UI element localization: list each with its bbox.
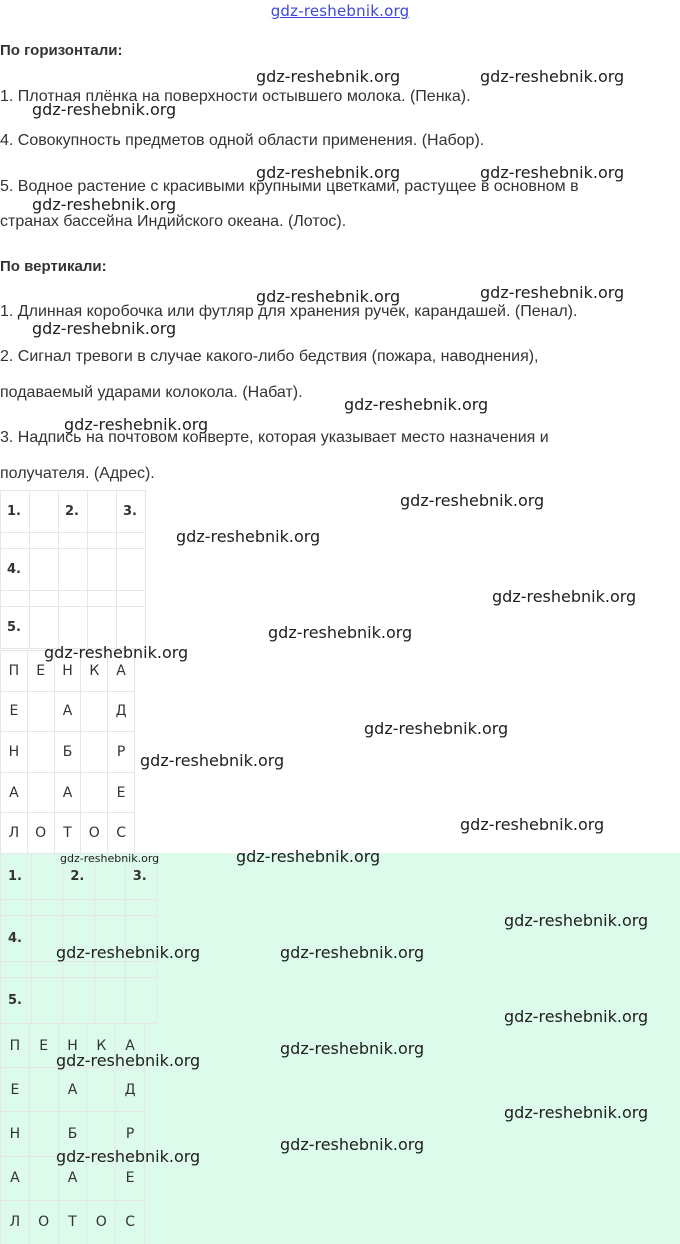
vertical-clue-1: 1. Длинная коробочка или футляр для хранения ручек, карандашей. (Пенал).	[0, 303, 578, 320]
grid-number-1: 1.	[1, 854, 32, 900]
watermark: gdz-reshebnik.org	[280, 943, 425, 962]
watermark: gdz-reshebnik.org	[400, 491, 545, 510]
watermark: gdz-reshebnik.org	[56, 943, 201, 962]
watermark: gdz-reshebnik.org	[56, 1051, 201, 1070]
answer-row: Е А Д	[1, 691, 135, 732]
vertical-heading: По вертикали:	[0, 258, 107, 275]
crossword-empty-grid	[0, 490, 146, 649]
horizontal-clue-5-continued: странах бассейна Индийского океана. (Лотос).	[0, 213, 347, 230]
vertical-clue-2-continued: подаваемый ударами колокола. (Набат).	[0, 384, 303, 401]
watermark: gdz-reshebnik.org	[480, 283, 625, 302]
answer-row: Л О Т О С	[1, 813, 135, 854]
crossword-answer-grid-copy	[0, 1023, 145, 1244]
watermark: gdz-reshebnik.org	[56, 1147, 201, 1166]
watermark: gdz-reshebnik.org	[60, 852, 160, 865]
grid-number-1: 1.	[1, 491, 30, 533]
horizontal-clue-4: 4. Совокупность предметов одной области применения. (Набор).	[0, 132, 485, 149]
grid-number-3: 3.	[125, 854, 156, 900]
watermark: gdz-reshebnik.org	[140, 751, 285, 770]
watermark: gdz-reshebnik.org	[176, 527, 321, 546]
watermark: gdz-reshebnik.org	[32, 319, 177, 338]
vertical-clue-2: 2. Сигнал тревоги в случае какого-либо бедствия (пожара, наводнения),	[0, 348, 539, 365]
horizontal-heading: По горизонтали:	[0, 42, 123, 59]
answer-row: П Е Н К А	[1, 1024, 145, 1068]
watermark: gdz-reshebnik.org	[480, 163, 625, 182]
watermark: gdz-reshebnik.org	[364, 719, 509, 738]
watermark: gdz-reshebnik.org	[280, 1039, 425, 1058]
watermark: gdz-reshebnik.org	[268, 623, 413, 642]
watermark: gdz-reshebnik.org	[32, 195, 177, 214]
watermark: gdz-reshebnik.org	[504, 911, 649, 930]
watermark: gdz-reshebnik.org	[256, 163, 401, 182]
crossword-empty-grid-copy	[0, 852, 160, 1024]
watermark: gdz-reshebnik.org	[504, 1103, 649, 1122]
watermark: gdz-reshebnik.org	[492, 587, 637, 606]
watermark: gdz-reshebnik.org	[460, 815, 605, 834]
watermark: gdz-reshebnik.org	[504, 1007, 649, 1026]
grid-number-5: 5.	[1, 607, 30, 649]
answer-row: А А Е	[1, 1156, 145, 1200]
grid-number-2: 2.	[59, 491, 88, 533]
watermark: gdz-reshebnik.org	[256, 67, 401, 86]
vertical-clue-3-continued: получателя. (Адрес).	[0, 465, 155, 482]
answer-row: П Е Н К А	[1, 651, 135, 692]
watermark: gdz-reshebnik.org	[280, 1135, 425, 1154]
grid-number-3: 3.	[117, 491, 146, 533]
answer-row: Н Б Р	[1, 732, 135, 773]
grid-number-2: 2.	[63, 854, 94, 900]
grid-number-4: 4.	[1, 549, 30, 591]
answer-row: А А Е	[1, 772, 135, 813]
grid-number-5: 5.	[1, 978, 32, 1024]
grid-number-4: 4.	[1, 916, 32, 962]
watermark: gdz-reshebnik.org	[44, 643, 189, 662]
answer-row: Н Б Р	[1, 1112, 145, 1156]
answer-row: Е А Д	[1, 1068, 145, 1112]
watermark: gdz-reshebnik.org	[32, 100, 177, 119]
watermark: gdz-reshebnik.org	[344, 395, 489, 414]
watermark: gdz-reshebnik.org	[236, 847, 381, 866]
horizontal-clue-1: 1. Плотная плёнка на поверхности остывшего молока. (Пенка).	[0, 88, 471, 105]
horizontal-clue-5: 5. Водное растение с красивыми крупными цветками, растущее в основном в	[0, 178, 579, 195]
watermark: gdz-reshebnik.org	[480, 67, 625, 86]
vertical-clue-3: 3. Надпись на почтовом конверте, которая указывает место назначения и	[0, 429, 549, 446]
answer-row: Л О Т О С	[1, 1200, 145, 1244]
watermark: gdz-reshebnik.org	[256, 287, 401, 306]
site-header-link[interactable]: gdz-reshebnik.org	[270, 2, 410, 20]
crossword-answer-grid	[0, 650, 135, 854]
watermark: gdz-reshebnik.org	[64, 415, 209, 434]
